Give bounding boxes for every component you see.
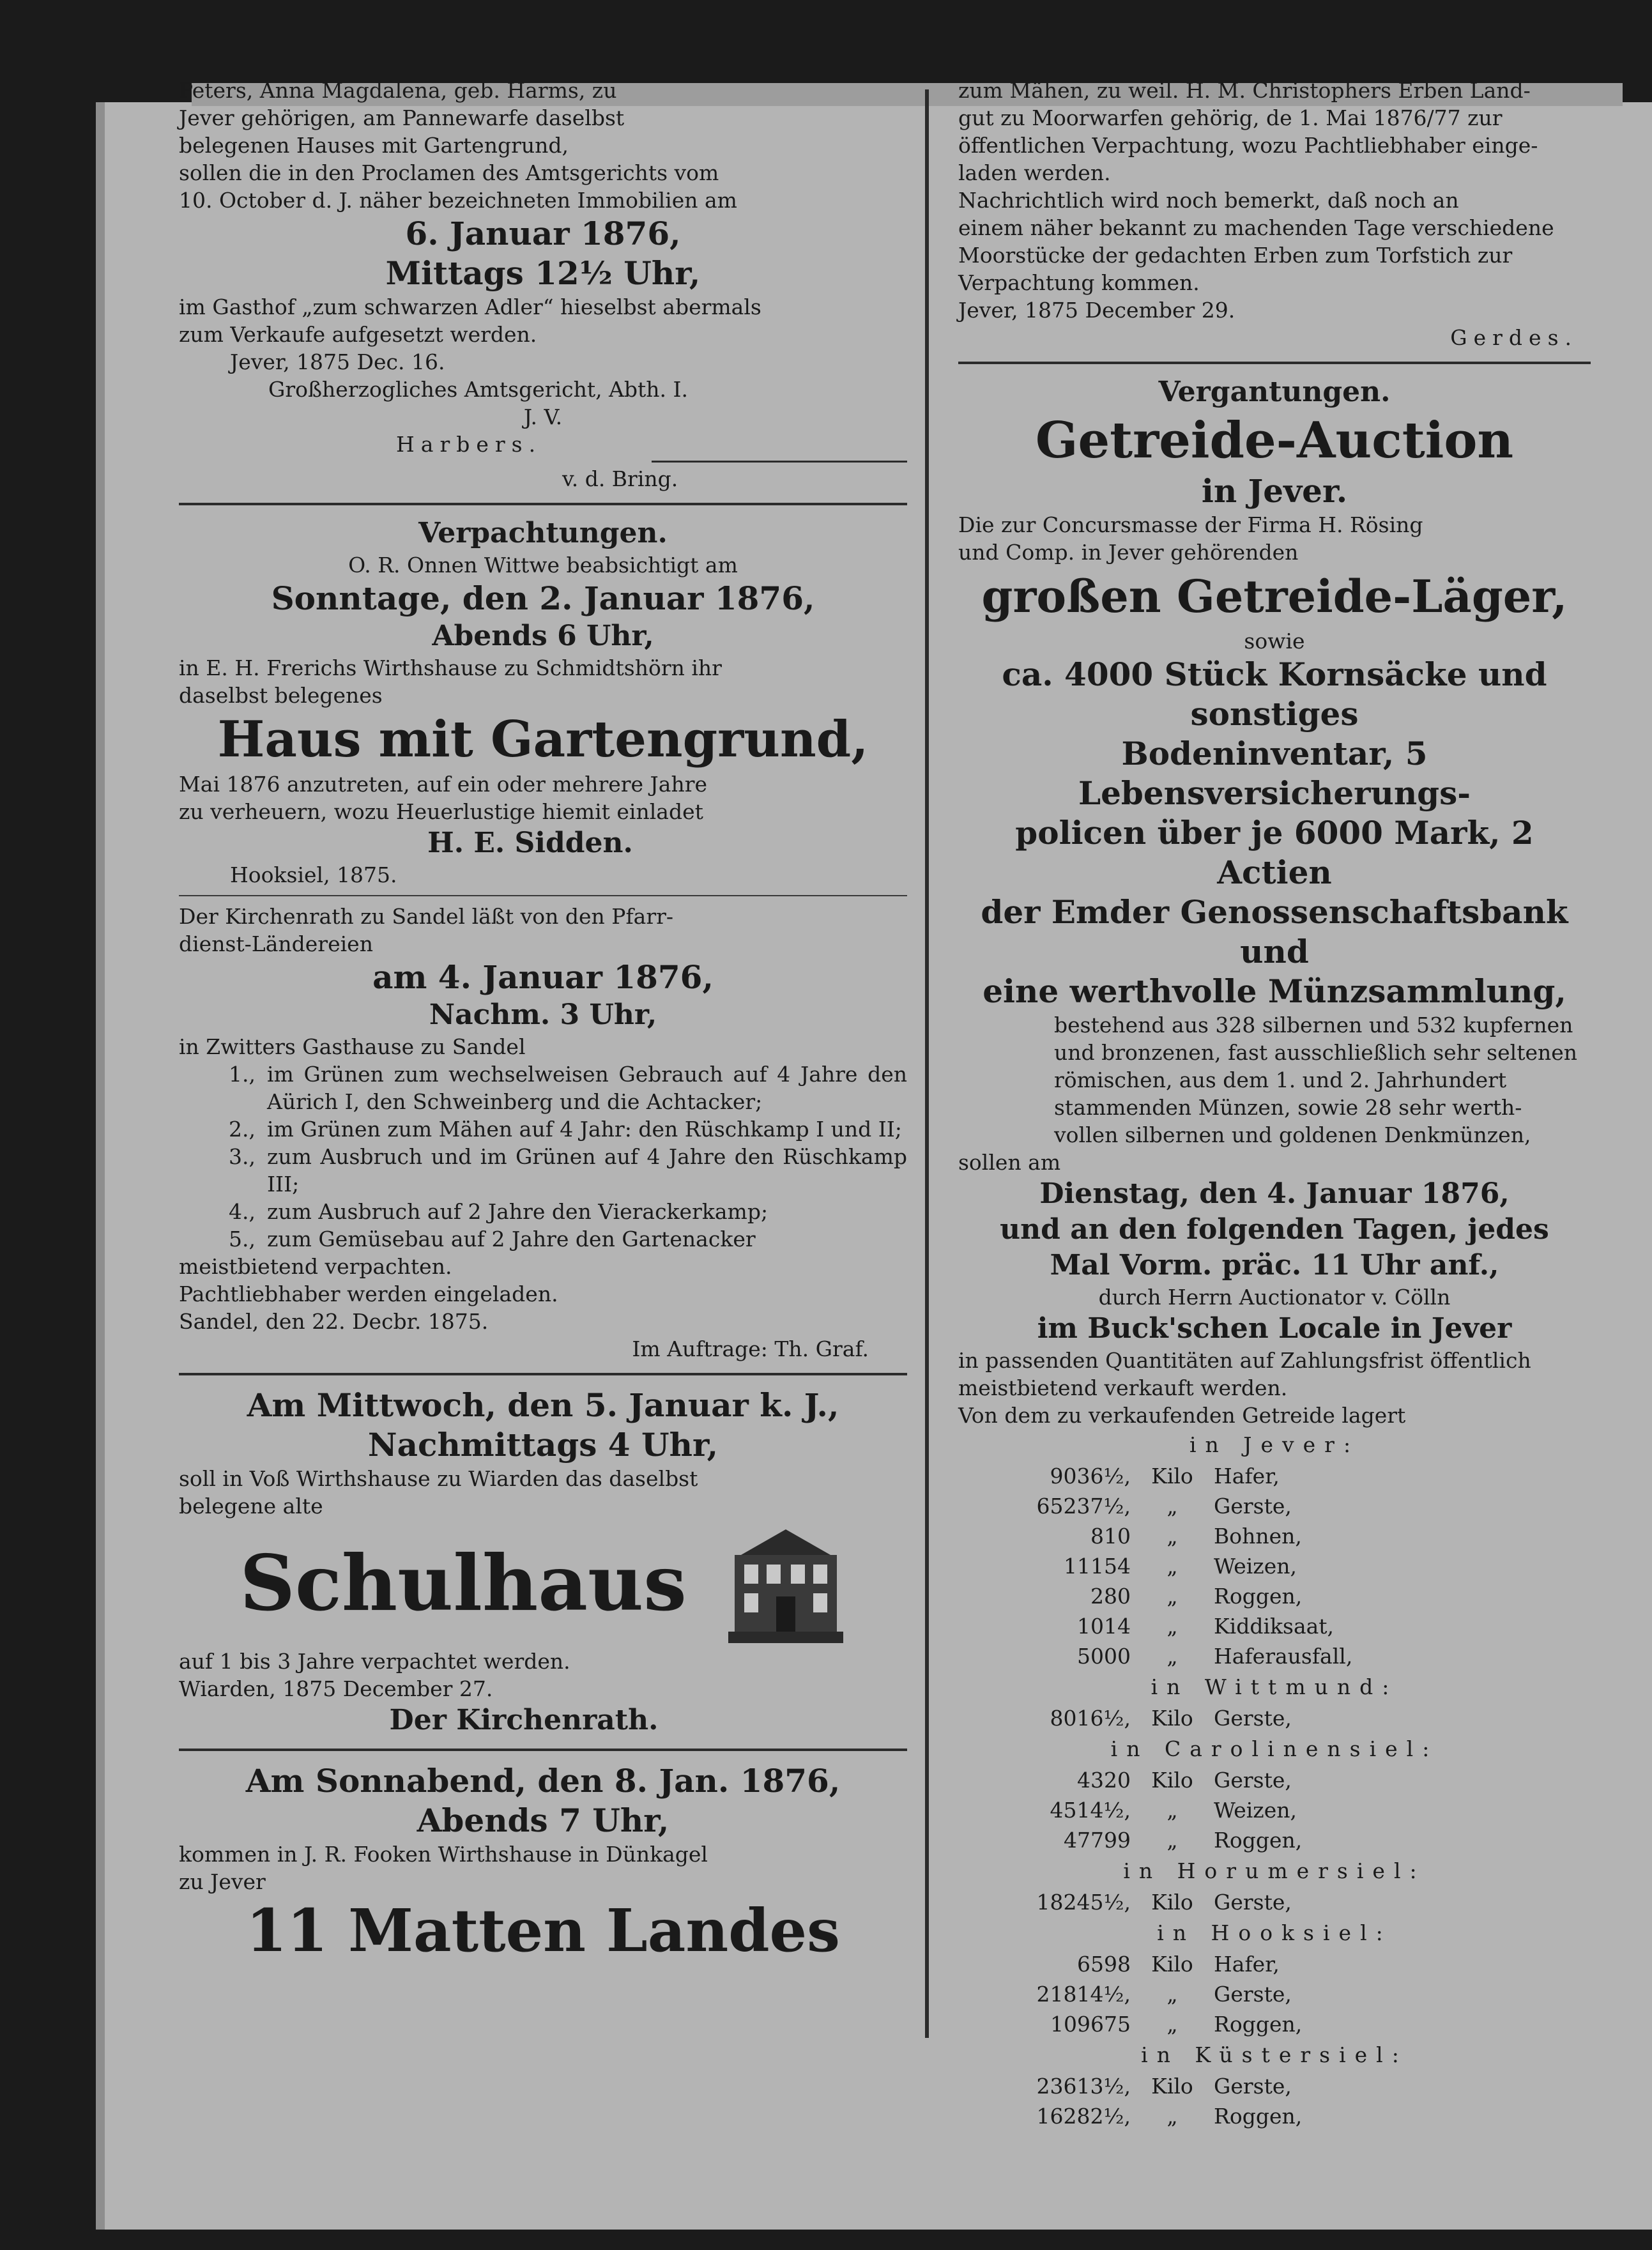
stock-quantity: 8016½, xyxy=(1050,1706,1131,1731)
signer: Im Auftrage: Th. Graf. xyxy=(632,1336,869,1361)
stock-unit: „ xyxy=(1166,1644,1178,1669)
notice-text xyxy=(179,770,907,825)
text-line: vollen silbernen und goldenen Denkmünzen, xyxy=(1054,1122,1531,1147)
notice-text xyxy=(179,1648,907,1703)
auction-date-line: und an den folgenden Tagen, jedes xyxy=(1000,1213,1549,1246)
text-line: Moorstücke der gedachten Erben zum Torfstich zur xyxy=(958,243,1513,268)
text-line: kommen in J. R. Fooken Wirthshause in Dünkagel xyxy=(179,1842,708,1867)
stock-unit: „ xyxy=(1166,1494,1178,1519)
text-line: sollen die in den Proclamen des Amtsgerichts vom xyxy=(179,160,719,185)
stock-unit: Kilo xyxy=(1151,2074,1193,2099)
text-line: meistbietend verkauft werden. xyxy=(958,1375,1288,1400)
text-line: Die zur Concursmasse der Firma H. Rösing xyxy=(958,512,1423,537)
stock-unit: „ xyxy=(1166,1982,1178,2007)
stock-row xyxy=(958,1825,1591,1855)
lease-item xyxy=(179,1060,907,1115)
notice-date: 6. Januar 1876, xyxy=(405,215,681,252)
notice-date: Am Mittwoch, den 5. Januar k. J., xyxy=(247,1386,839,1424)
stock-unit: „ xyxy=(1166,1584,1178,1609)
stock-quantity: 280 xyxy=(1090,1584,1131,1609)
stock-unit: Kilo xyxy=(1151,1768,1193,1793)
stock-quantity: 47799 xyxy=(1064,1828,1131,1853)
notice-text xyxy=(958,1347,1591,1429)
auction-item-line: eine werthvolle Münzsammlung, xyxy=(983,972,1566,1010)
stock-grain: Roggen, xyxy=(1214,1584,1303,1609)
stock-grain: Roggen, xyxy=(1214,2012,1303,2037)
notice-place: in Zwitters Gasthause zu Sandel xyxy=(179,1034,526,1059)
stock-unit: „ xyxy=(1166,1614,1178,1639)
text-line: Nachrichtlich wird noch bemerkt, daß noch an xyxy=(958,188,1459,213)
stock-quantity: 23613½, xyxy=(1036,2074,1131,2099)
item-text: zum Ausbruch auf 2 Jahre den Vierackerkamp; xyxy=(267,1199,769,1224)
stock-unit: „ xyxy=(1166,1524,1178,1549)
stock-grain: Gerste, xyxy=(1214,1982,1292,2007)
clerk: v. d. Bring. xyxy=(562,466,678,491)
stock-quantity: 9036½, xyxy=(1050,1464,1131,1489)
auction-item-line: Bodeninventar, 5 Lebensversicherungs- xyxy=(1078,735,1471,812)
stock-quantity: 16282½, xyxy=(1036,2104,1131,2129)
text-line: zu verheuern, wozu Heuerlustige hiemit einladet xyxy=(179,799,703,824)
section-rule xyxy=(179,895,907,896)
text-line: öffentlichen Verpachtung, wozu Pachtliebhaber einge- xyxy=(958,133,1538,158)
notice-time: Abends 7 Uhr, xyxy=(417,1802,669,1839)
stock-row xyxy=(958,1887,1591,1917)
court-name: Großherzogliches Amtsgericht, Abth. I. xyxy=(268,377,689,402)
signer: H. E. Sidden. xyxy=(427,827,633,859)
item-text: im Grünen zum Mähen auf 4 Jahr: den Rüschkamp I und II; xyxy=(267,1117,902,1142)
stock-row xyxy=(958,1521,1591,1551)
text-line: Verpachtung kommen. xyxy=(958,270,1200,295)
stock-row xyxy=(958,1949,1591,1979)
auction-item-line: ca. 4000 Stück Kornsäcke und sonstiges xyxy=(1002,655,1547,733)
stock-quantity: 4514½, xyxy=(1050,1798,1131,1823)
lease-item xyxy=(179,1225,907,1253)
item-text: im Grünen zum wechselweisen Gebrauch auf 4 Jahre den Aürich I, den Schweinberg und die Achtacker; xyxy=(267,1062,907,1114)
lease-item xyxy=(179,1115,907,1143)
stock-row xyxy=(958,1461,1591,1491)
notice-time: Abends 6 Uhr, xyxy=(432,620,654,652)
stock-unit: „ xyxy=(1166,1798,1178,1823)
notice-text xyxy=(179,293,907,348)
stock-row xyxy=(958,1703,1591,1733)
item-number: 2., xyxy=(229,1117,256,1142)
stock-quantity: 21814½, xyxy=(1036,1982,1131,2007)
text-line: Jever, 1875 December 29. xyxy=(958,298,1235,323)
place-date: Jever, 1875 Dec. 16. xyxy=(230,349,445,374)
stock-unit: „ xyxy=(1166,2012,1178,2037)
stock-quantity: 65237½, xyxy=(1036,1494,1131,1519)
notice-date: am 4. Januar 1876, xyxy=(372,958,714,996)
text-line: und bronzenen, fast ausschließlich sehr seltenen xyxy=(1054,1040,1578,1065)
notice-property-sale xyxy=(179,77,907,493)
sowie-text: sowie xyxy=(1244,629,1305,654)
text-line: Jever gehörigen, am Pannewarfe daselbst xyxy=(179,105,625,130)
item-number: 3., xyxy=(229,1144,256,1169)
notice-headline: Schulhaus xyxy=(240,1538,687,1628)
notice-time: Nachmittags 4 Uhr, xyxy=(367,1426,719,1464)
text-line: daselbst belegenes xyxy=(179,683,383,708)
right-column xyxy=(958,77,1591,2131)
stock-unit: „ xyxy=(1166,1828,1178,1853)
stock-quantity: 4320 xyxy=(1077,1768,1131,1793)
notice-text xyxy=(179,654,907,709)
auction-items xyxy=(958,655,1591,1011)
notice-schoolhouse xyxy=(179,1386,907,1738)
grain-stock-list xyxy=(958,1429,1591,2131)
iv-mark: J. V. xyxy=(523,404,563,429)
notice-land-sale xyxy=(179,1761,907,1966)
lease-item-list xyxy=(179,1060,907,1253)
text-line: Mai 1876 anzutreten, auf ein oder mehrere Jahre xyxy=(179,772,708,797)
stock-grain: Gerste, xyxy=(1214,1890,1292,1915)
text-line: meistbietend verpachten. xyxy=(179,1254,452,1279)
auction-date-line: Mal Vorm. präc. 11 Uhr anf., xyxy=(1050,1249,1499,1282)
stock-unit: Kilo xyxy=(1151,1706,1193,1731)
auctioneer: durch Herrn Auctionator v. Cölln xyxy=(1098,1285,1451,1310)
notice-time: Mittags 12½ Uhr, xyxy=(385,254,701,292)
stock-row xyxy=(958,1491,1591,1521)
section-rule xyxy=(179,1373,907,1375)
text-line: 10. October d. J. näher bezeichneten Immobilien am xyxy=(179,188,737,213)
text-line: auf 1 bis 3 Jahre verpachtet werden. xyxy=(179,1649,570,1674)
notice-text xyxy=(179,1253,907,1335)
stock-row xyxy=(958,2071,1591,2101)
stock-location: in Wittmund: xyxy=(1151,1674,1398,1699)
left-column xyxy=(179,77,907,1966)
stock-row xyxy=(958,1979,1591,2009)
stock-quantity: 1014 xyxy=(1077,1614,1131,1639)
stock-grain: Roggen, xyxy=(1214,2104,1303,2129)
signer: Der Kirchenrath. xyxy=(389,1704,659,1736)
stock-grain: Haferausfall, xyxy=(1214,1644,1353,1669)
stock-row xyxy=(958,1551,1591,1581)
stock-unit: Kilo xyxy=(1151,1464,1193,1489)
notice-text xyxy=(958,511,1591,566)
auction-dates xyxy=(958,1176,1591,1283)
stock-quantity: 810 xyxy=(1090,1524,1131,1549)
notice-headline: großen Getreide-Läger, xyxy=(981,570,1568,623)
stock-row xyxy=(958,1795,1591,1825)
text-line: Sandel, den 22. Decbr. 1875. xyxy=(179,1309,489,1334)
signer: Gerdes. xyxy=(1450,325,1578,350)
text-line: im Gasthof „zum schwarzen Adler“ hieselbst abermals xyxy=(179,295,761,319)
notice-time: Nachm. 3 Uhr, xyxy=(429,999,657,1031)
lease-item xyxy=(179,1198,907,1225)
notice-grain-auction xyxy=(958,374,1591,2131)
notice-church-lease xyxy=(179,903,907,1363)
section-heading: Verpachtungen. xyxy=(418,517,668,549)
text-line: belegenen Hauses mit Gartengrund, xyxy=(179,133,569,158)
signature-rule xyxy=(652,461,907,463)
schoolhouse-row xyxy=(179,1520,907,1648)
text-line: Peters, Anna Magdalena, geb. Harms, zu xyxy=(179,78,617,103)
text-line: zu Jever xyxy=(179,1869,266,1894)
stock-location: in Horumersiel: xyxy=(1123,1858,1426,1883)
stock-quantity: 11154 xyxy=(1064,1554,1131,1579)
stock-quantity: 18245½, xyxy=(1036,1890,1131,1915)
text-line: einem näher bekannt zu machenden Tage verschiedene xyxy=(958,215,1554,240)
stock-grain: Weizen, xyxy=(1214,1798,1297,1823)
auction-venue: im Buck'schen Locale in Jever xyxy=(1037,1312,1512,1345)
signer: Harbers. xyxy=(396,432,542,457)
stock-unit: Kilo xyxy=(1151,1890,1193,1915)
notice-text xyxy=(179,77,907,214)
auction-subtitle: in Jever. xyxy=(1201,472,1348,510)
text-line: Der Kirchenrath zu Sandel läßt von den Pfarr- xyxy=(179,904,674,929)
sollen-text: sollen am xyxy=(958,1150,1061,1175)
text-line: soll in Voß Wirthshause zu Wiarden das daselbst xyxy=(179,1466,698,1491)
notice-mowing-lease xyxy=(958,77,1591,351)
stock-grain: Hafer, xyxy=(1214,1952,1280,1977)
lease-item xyxy=(179,1143,907,1198)
item-text: zum Gemüsebau auf 2 Jahre den Gartenacker xyxy=(267,1227,756,1251)
stock-grain: Hafer, xyxy=(1214,1464,1280,1489)
stock-grain: Gerste, xyxy=(1214,1706,1292,1731)
stock-row xyxy=(958,1765,1591,1795)
stock-grain: Roggen, xyxy=(1214,1828,1303,1853)
stock-location: in Hooksiel: xyxy=(1157,1920,1392,1945)
text-line: dienst-Ländereien xyxy=(179,931,373,956)
notice-intro: O. R. Onnen Wittwe beabsichtigt am xyxy=(348,553,738,578)
stock-grain: Weizen, xyxy=(1214,1554,1297,1579)
notice-headline: 11 Matten Landes xyxy=(246,1896,840,1965)
stock-row xyxy=(958,2101,1591,2131)
stock-row xyxy=(958,2009,1591,2039)
section-rule xyxy=(179,1749,907,1751)
stock-grain: Gerste, xyxy=(1214,1768,1292,1793)
item-number: 4., xyxy=(229,1199,256,1224)
notice-date: Am Sonnabend, den 8. Jan. 1876, xyxy=(245,1762,841,1800)
text-line: stammenden Münzen, sowie 28 sehr werth- xyxy=(1054,1095,1522,1120)
auction-item-line: der Emder Genossenschaftsbank und xyxy=(981,893,1568,970)
stock-unit: Kilo xyxy=(1151,1952,1193,1977)
item-number: 1., xyxy=(229,1062,256,1087)
section-rule xyxy=(179,503,907,505)
notice-lease-house xyxy=(179,516,907,889)
section-rule xyxy=(958,362,1591,364)
auction-date-line: Dienstag, den 4. Januar 1876, xyxy=(1039,1177,1510,1210)
text-line: Pachtliebhaber werden eingeladen. xyxy=(179,1282,558,1306)
coin-collection-detail xyxy=(958,1011,1591,1149)
stock-grain: Gerste, xyxy=(1214,2074,1292,2099)
stock-quantity: 5000 xyxy=(1077,1644,1131,1669)
stock-quantity: 109675 xyxy=(1050,2012,1131,2037)
notice-date: Sonntage, den 2. Januar 1876, xyxy=(271,579,815,617)
text-line: zum Mähen, zu weil. H. M. Christophers Erben Land- xyxy=(958,78,1531,103)
text-line: in E. H. Frerichs Wirthshause zu Schmidtshörn ihr xyxy=(179,655,722,680)
place-date: Hooksiel, 1875. xyxy=(230,862,397,887)
stock-row xyxy=(958,1611,1591,1641)
column-divider xyxy=(925,89,929,2038)
stock-unit: „ xyxy=(1166,2104,1178,2129)
notice-text xyxy=(958,77,1591,324)
text-line: in passenden Quantitäten auf Zahlungsfrist öffentlich xyxy=(958,1348,1531,1373)
notice-text xyxy=(179,1841,907,1895)
stock-location: in Jever: xyxy=(1189,1432,1360,1457)
stock-location: in Küstersiel: xyxy=(1141,2042,1408,2067)
notice-text xyxy=(179,1465,907,1520)
stock-grain: Kiddiksaat, xyxy=(1214,1614,1335,1639)
auction-item-line: policen über je 6000 Mark, 2 Actien xyxy=(1015,814,1534,891)
text-line: belegene alte xyxy=(179,1494,323,1519)
notice-headline: Haus mit Gartengrund, xyxy=(217,710,869,769)
text-line: und Comp. in Jever gehörenden xyxy=(958,540,1299,565)
stock-grain: Gerste, xyxy=(1214,1494,1292,1519)
text-line: zum Verkaufe aufgesetzt werden. xyxy=(179,322,537,347)
stock-unit: „ xyxy=(1166,1554,1178,1579)
stock-row xyxy=(958,1581,1591,1611)
notice-text xyxy=(179,903,907,958)
section-heading: Vergantungen. xyxy=(1158,376,1391,408)
text-line: Von dem zu verkaufenden Getreide lagert xyxy=(958,1403,1406,1428)
text-line: laden werden. xyxy=(958,160,1111,185)
item-number: 5., xyxy=(229,1227,256,1251)
text-line: römischen, aus dem 1. und 2. Jahrhundert xyxy=(1054,1068,1507,1092)
stock-grain: Bohnen, xyxy=(1214,1524,1302,1549)
text-line: bestehend aus 328 silbernen und 532 kupfernen xyxy=(1054,1013,1573,1037)
item-text: zum Ausbruch und im Grünen auf 4 Jahre den Rüschkamp III; xyxy=(267,1144,907,1197)
schoolhouse-illustration-icon xyxy=(725,1520,846,1648)
text-line: Wiarden, 1875 December 27. xyxy=(179,1676,493,1701)
stock-quantity: 6598 xyxy=(1077,1952,1131,1977)
auction-title: Getreide-Auction xyxy=(1035,411,1514,470)
text-line: gut zu Moorwarfen gehörig, de 1. Mai 1876/77 zur xyxy=(958,105,1503,130)
stock-row xyxy=(958,1641,1591,1671)
stock-location: in Carolinensiel: xyxy=(1110,1736,1439,1761)
